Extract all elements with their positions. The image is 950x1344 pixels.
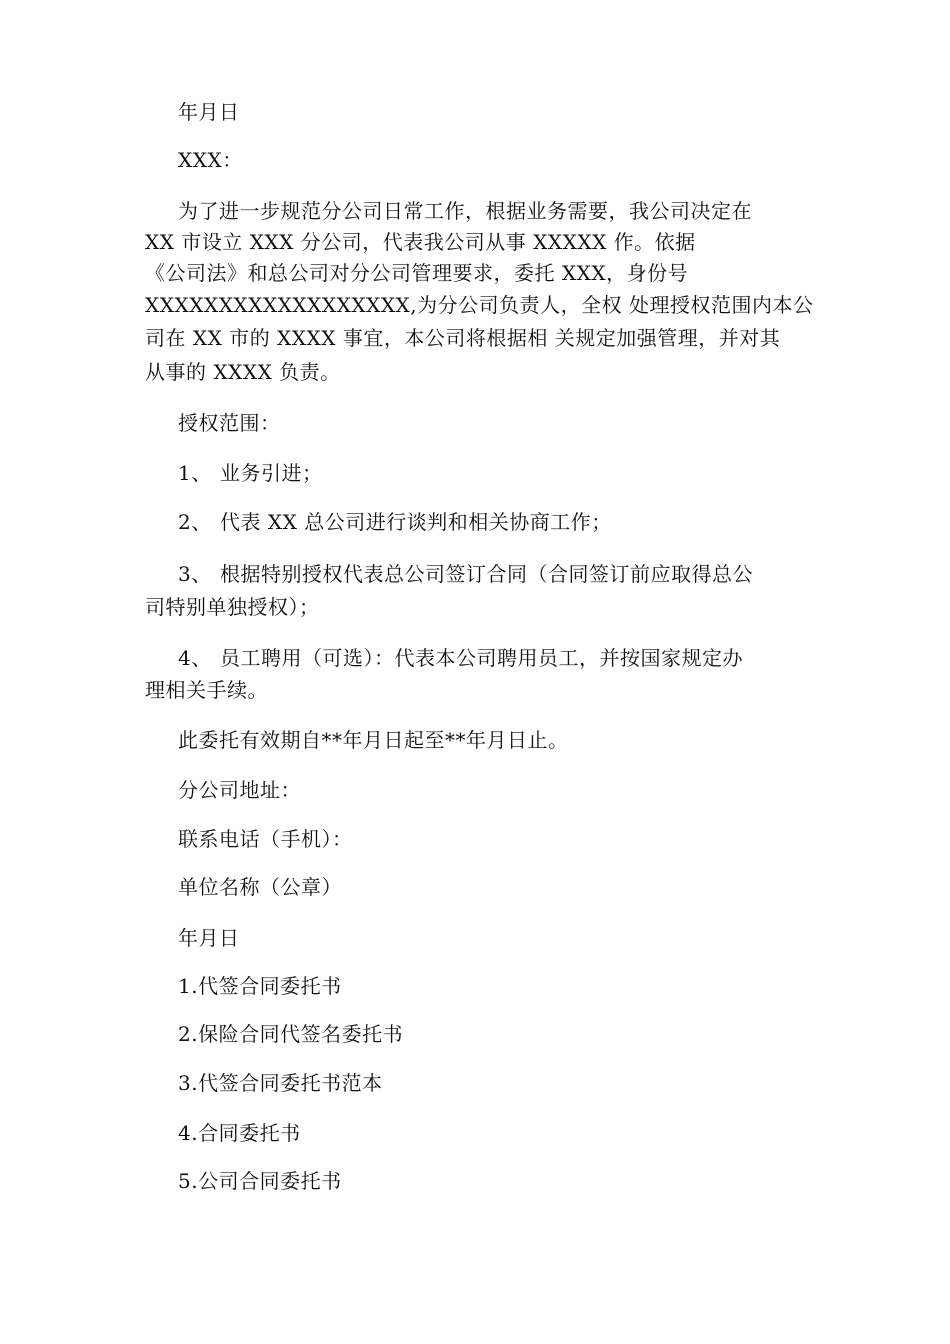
body-line-6: 从事的 XXXX 负责。 (145, 360, 341, 384)
body-line-4: XXXXXXXXXXXXXXXXXX,为分公司负责人，全权 处理授权范围内本公 (145, 293, 814, 317)
scope-item-3 (178, 561, 753, 587)
scope-item-text: 业务引进； (220, 461, 323, 485)
scope-item-number: 3、 (178, 562, 212, 586)
body-line-3: 《公司法》和总公司对分公司管理要求，委托 XXX，身份号 (145, 261, 689, 285)
validity-statement: 此委托有效期自**年月日起至**年月日止。 (178, 728, 569, 752)
related-item-4: 4.合同委托书 (178, 1121, 301, 1145)
scope-item-1 (178, 460, 323, 486)
phone-label: 联系电话（手机）： (178, 827, 353, 851)
related-item-2: 2.保险合同代签名委托书 (178, 1022, 404, 1046)
date-bottom: 年月日 (178, 926, 240, 950)
scope-item-text: 代表 XX 总公司进行谈判和相关协商工作； (220, 510, 612, 534)
scope-item-number: 1、 (178, 461, 212, 485)
addressee: XXX： (178, 148, 243, 172)
body-line-5: 司在 XX 市的 XXXX 事宜，本公司将根据相 关规定加强管理，并对其 (145, 326, 781, 350)
related-item-3: 3.代签合同委托书范本 (178, 1071, 383, 1095)
scope-item-text: 根据特别授权代表总公司签订合同（合同签订前应取得总公 (220, 562, 753, 586)
scope-item-2 (178, 509, 612, 535)
body-line-1: 为了进一步规范分公司日常工作，根据业务需要，我公司决定在 (178, 199, 752, 223)
date-top: 年月日 (178, 100, 240, 124)
scope-item-number: 2、 (178, 510, 212, 534)
scope-heading: 授权范围： (178, 411, 281, 435)
related-item-5: 5.公司合同委托书 (178, 1169, 342, 1193)
scope-item-3-continuation: 司特别单独授权）； (145, 595, 320, 619)
address-label: 分公司地址： (178, 778, 301, 802)
unit-label: 单位名称（公章） (178, 875, 342, 899)
scope-item-4-continuation: 理相关手续。 (145, 678, 268, 702)
scope-item-4 (178, 645, 743, 671)
body-line-2: XX 市设立 XXX 分公司，代表我公司从事 XXXXX 作。依据 (145, 230, 696, 254)
scope-item-text: 员工聘用（可选）：代表本公司聘用员工，并按国家规定办 (220, 646, 743, 670)
related-item-1: 1.代签合同委托书 (178, 974, 342, 998)
scope-item-number: 4、 (178, 646, 212, 670)
